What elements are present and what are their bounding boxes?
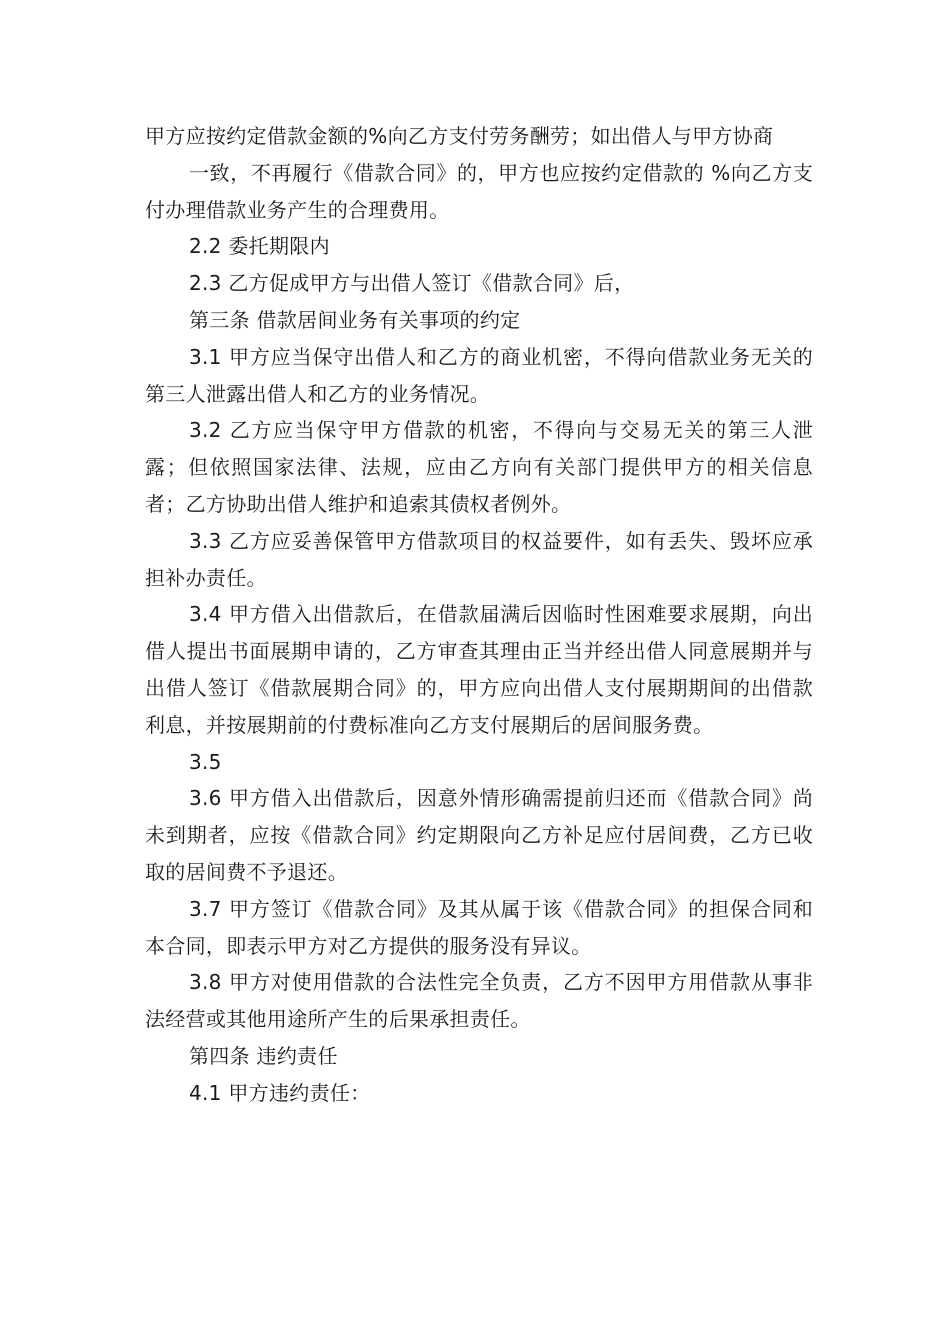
clause-3-7: 3.7 甲方签订《借款合同》及其从属于该《借款合同》的担保合同和本合同，即表示甲方对乙方提供的服务没有异议。 xyxy=(145,896,813,958)
article-4-heading: 第四条 违约责任 xyxy=(189,1043,338,1068)
clause-3-1: 3.1 甲方应当保守出借人和乙方的商业机密，不得向借款业务无关的第三人泄露出借人和乙方的业务情况。 xyxy=(145,344,813,406)
paragraph-fee-terms-continued: 一致，不再履行《借款合同》的，甲方也应按约定借款的 %向乙方支付办理借款业务产生的合理费用。 xyxy=(145,160,813,222)
clause-3-5: 3.5 xyxy=(189,749,222,774)
clause-3-4: 3.4 甲方借入出借款后，在借款届满后因临时性困难要求展期，向出借人提出书面展期申请的，乙方审查其理由正当并经出借人同意展期并与出借人签订《借款展期合同》的，甲方应向出借人支付展期期间的出借款利息，并按展期前的付费标准向乙方支付展期后的居间服务费。 xyxy=(145,602,813,737)
document-page xyxy=(145,118,813,1112)
clause-4-1: 4.1 甲方违约责任： xyxy=(189,1080,371,1105)
article-3-heading: 第三条 借款居间业务有关事项的约定 xyxy=(189,307,521,332)
clause-3-3: 3.3 乙方应妥善保管甲方借款项目的权益要件，如有丢失、毁坏应承担补办责任。 xyxy=(145,528,813,590)
clause-3-6: 3.6 甲方借入出借款后，因意外情形确需提前归还而《借款合同》尚未到期者，应按《借款合同》约定期限向乙方补足应付居间费，乙方已收取的居间费不予退还。 xyxy=(145,786,813,884)
clause-2-3: 2.3 乙方促成甲方与出借人签订《借款合同》后， xyxy=(189,271,635,296)
clause-2-2: 2.2 委托期限内 xyxy=(189,234,330,259)
paragraph-fee-terms: 甲方应按约定借款金额的%向乙方支付劳务酬劳；如出借人与甲方协商 xyxy=(145,124,774,148)
clause-3-8: 3.8 甲方对使用借款的合法性完全负责，乙方不因甲方用借款从事非法经营或其他用途所产生的后果承担责任。 xyxy=(145,970,813,1032)
clause-3-2: 3.2 乙方应当保守甲方借款的机密，不得向与交易无关的第三人泄露；但依照国家法律、法规，应由乙方向有关部门提供甲方的相关信息者；乙方协助出借人维护和追索其债权者例外。 xyxy=(145,418,813,516)
